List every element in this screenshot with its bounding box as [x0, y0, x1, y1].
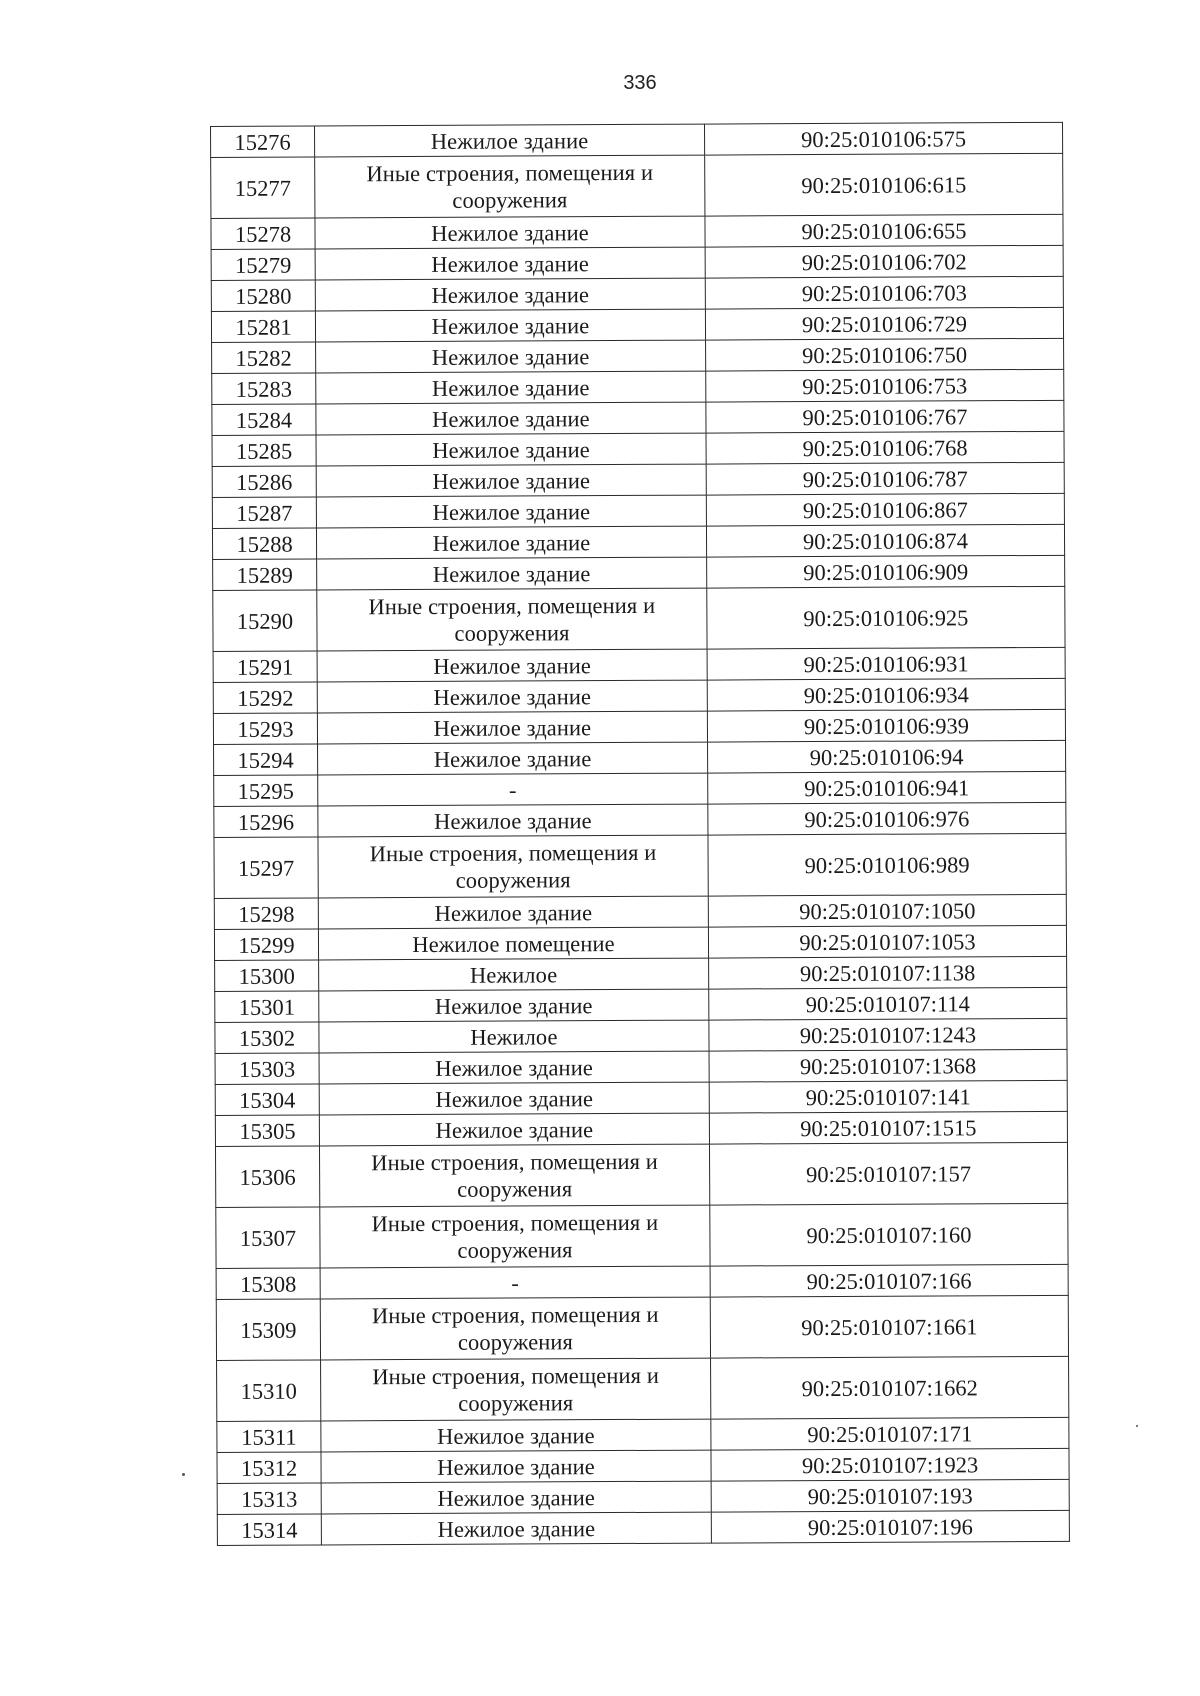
cadastral-number-cell: 90:25:010106:934: [707, 678, 1065, 711]
cadastral-number-cell: 90:25:010107:1515: [709, 1111, 1067, 1144]
object-type-cell: Нежилое здание: [319, 1082, 709, 1115]
cadastral-number-cell: 90:25:010107:114: [709, 987, 1067, 1020]
cadastral-number-cell: 90:25:010106:729: [705, 307, 1063, 340]
table-row: [211, 153, 1063, 218]
object-type-cell: Нежилое здание: [321, 1481, 711, 1514]
table-row: [217, 1356, 1069, 1421]
cadastral-number-cell: 90:25:010106:753: [706, 369, 1064, 402]
object-type-cell: Нежилое здание: [315, 124, 705, 157]
row-number-cell: 15290: [213, 590, 317, 652]
row-number-cell: 15284: [212, 404, 316, 436]
row-number-cell: 15312: [217, 1452, 321, 1484]
object-type-cell: Нежилое здание: [321, 1450, 711, 1483]
row-number-cell: 15293: [213, 713, 317, 745]
row-number-cell: 15305: [215, 1115, 319, 1147]
object-type-cell: Иные строения, помещения и сооружения: [317, 588, 707, 651]
cadastral-number-cell: 90:25:010106:703: [705, 276, 1063, 309]
table-row: [213, 678, 1065, 713]
table-row: [212, 369, 1064, 404]
table-row: [213, 555, 1065, 590]
table-row: [212, 493, 1064, 528]
row-number-cell: 15299: [214, 929, 318, 961]
table-row: [214, 925, 1066, 960]
scan-speck: [182, 1473, 185, 1476]
row-number-cell: 15285: [212, 435, 316, 467]
object-type-cell: Нежилое: [319, 1020, 709, 1053]
object-type-cell: Нежилое здание: [318, 804, 708, 837]
scan-speck: [1136, 1425, 1138, 1427]
cadastral-number-cell: 90:25:010107:1368: [709, 1049, 1067, 1082]
object-type-cell: Нежилое здание: [315, 216, 705, 249]
object-type-cell: Иные строения, помещения и сооружения: [318, 835, 708, 898]
table-row: [211, 276, 1063, 311]
table-row: [217, 1479, 1069, 1514]
object-type-cell: Нежилое здание: [317, 680, 707, 713]
object-type-cell: Нежилое здание: [321, 1419, 711, 1452]
row-number-cell: 15295: [214, 775, 318, 807]
object-type-cell: Иные строения, помещения и сооружения: [320, 1205, 710, 1268]
object-type-cell: Нежилое здание: [316, 340, 706, 373]
object-type-cell: Нежилое здание: [316, 402, 706, 435]
object-type-cell: -: [320, 1266, 710, 1299]
row-number-cell: 15311: [217, 1421, 321, 1453]
cadastral-number-cell: 90:25:010106:939: [707, 709, 1065, 742]
table-row: [215, 1080, 1067, 1115]
table-row: [213, 647, 1065, 682]
row-number-cell: 15303: [215, 1053, 319, 1085]
row-number-cell: 15282: [212, 342, 316, 374]
object-type-cell: Иные строения, помещения и сооружения: [319, 1144, 709, 1207]
row-number-cell: 15306: [215, 1146, 319, 1208]
table-row: [216, 1295, 1068, 1360]
row-number-cell: 15309: [216, 1299, 320, 1361]
row-number-cell: 15279: [211, 249, 315, 281]
table-row: [216, 1264, 1068, 1299]
cadastral-number-cell: 90:25:010107:166: [710, 1264, 1068, 1297]
table-row: [211, 122, 1063, 157]
row-number-cell: 15286: [212, 466, 316, 498]
table-row: [217, 1417, 1069, 1452]
cadastral-number-cell: 90:25:010106:874: [706, 524, 1064, 557]
table-row: [215, 956, 1067, 991]
object-type-cell: Нежилое здание: [315, 309, 705, 342]
cadastral-number-cell: 90:25:010107:1923: [711, 1448, 1069, 1481]
cadastral-number-cell: 90:25:010106:702: [705, 245, 1063, 278]
row-number-cell: 15297: [214, 837, 318, 899]
cadastral-number-cell: 90:25:010106:615: [705, 153, 1063, 216]
cadastral-number-cell: 90:25:010106:931: [707, 647, 1065, 680]
row-number-cell: 15292: [213, 682, 317, 714]
object-type-cell: Нежилое здание: [319, 1113, 709, 1146]
object-type-cell: Нежилое здание: [316, 495, 706, 528]
table-row: [214, 771, 1066, 806]
row-number-cell: 15287: [212, 497, 316, 529]
cadastral-number-cell: 90:25:010106:989: [708, 833, 1066, 896]
object-type-cell: -: [318, 773, 708, 806]
object-type-cell: Нежилое здание: [316, 464, 706, 497]
row-number-cell: 15278: [211, 218, 315, 250]
object-type-cell: Нежилое здание: [321, 1512, 711, 1545]
row-number-cell: 15277: [211, 157, 315, 219]
row-number-cell: 15313: [217, 1483, 321, 1515]
row-number-cell: 15310: [217, 1360, 321, 1422]
table-row: [215, 1018, 1067, 1053]
row-number-cell: 15304: [215, 1084, 319, 1116]
row-number-cell: 15302: [215, 1022, 319, 1054]
table-row: [214, 894, 1066, 929]
row-number-cell: 15283: [212, 373, 316, 405]
row-number-cell: 15301: [215, 991, 319, 1023]
object-type-cell: Нежилое здание: [316, 433, 706, 466]
cadastral-number-cell: 90:25:010106:94: [708, 740, 1066, 773]
cadastral-number-cell: 90:25:010107:1050: [708, 894, 1066, 927]
object-type-cell: Нежилое здание: [315, 247, 705, 280]
cadastral-number-cell: 90:25:010106:787: [706, 462, 1064, 495]
table-row: [214, 833, 1066, 898]
table-row: [217, 1510, 1069, 1545]
cadastral-number-cell: 90:25:010107:1662: [711, 1356, 1069, 1419]
row-number-cell: 15288: [212, 528, 316, 560]
cadastral-number-cell: 90:25:010106:767: [706, 400, 1064, 433]
row-number-cell: 15300: [215, 960, 319, 992]
object-type-cell: Нежилое здание: [316, 371, 706, 404]
table-row: [217, 1448, 1069, 1483]
row-number-cell: 15289: [213, 559, 317, 591]
cadastral-number-cell: 90:25:010107:141: [709, 1080, 1067, 1113]
registry-table: [210, 122, 1070, 1546]
cadastral-number-cell: 90:25:010107:160: [710, 1203, 1068, 1266]
cadastral-number-cell: 90:25:010106:575: [704, 122, 1062, 155]
object-type-cell: Иные строения, помещения и сооружения: [320, 1297, 710, 1360]
table-row: [212, 338, 1064, 373]
cadastral-number-cell: 90:25:010107:193: [711, 1479, 1069, 1512]
object-type-cell: Нежилое здание: [315, 278, 705, 311]
cadastral-number-cell: 90:25:010107:157: [709, 1142, 1067, 1205]
object-type-cell: Иные строения, помещения и сооружения: [315, 155, 705, 218]
row-number-cell: 15298: [214, 898, 318, 930]
table-row: [213, 709, 1065, 744]
object-type-cell: Нежилое здание: [317, 711, 707, 744]
object-type-cell: Нежилое здание: [317, 649, 707, 682]
cadastral-number-cell: 90:25:010106:750: [706, 338, 1064, 371]
cadastral-number-cell: 90:25:010107:1053: [708, 925, 1066, 958]
cadastral-number-cell: 90:25:010107:1243: [709, 1018, 1067, 1051]
table-row: [215, 1142, 1067, 1207]
object-type-cell: Нежилое: [319, 958, 709, 991]
object-type-cell: Нежилое здание: [319, 1051, 709, 1084]
table-row: [215, 1049, 1067, 1084]
object-type-cell: Нежилое здание: [319, 989, 709, 1022]
cadastral-number-cell: 90:25:010106:909: [707, 555, 1065, 588]
table-row: [211, 245, 1063, 280]
row-number-cell: 15281: [211, 311, 315, 343]
cadastral-number-cell: 90:25:010106:768: [706, 431, 1064, 464]
table-row: [215, 1111, 1067, 1146]
table-row: [212, 400, 1064, 435]
cadastral-number-cell: 90:25:010107:196: [711, 1510, 1069, 1543]
table-row: [214, 740, 1066, 775]
cadastral-number-cell: 90:25:010107:171: [711, 1417, 1069, 1450]
table-row: [214, 802, 1066, 837]
object-type-cell: Иные строения, помещения и сооружения: [321, 1358, 711, 1421]
table-row: [212, 431, 1064, 466]
row-number-cell: 15314: [217, 1514, 321, 1546]
cadastral-number-cell: 90:25:010106:925: [707, 586, 1065, 649]
row-number-cell: 15308: [216, 1268, 320, 1300]
row-number-cell: 15291: [213, 651, 317, 683]
page-number: 336: [623, 72, 657, 94]
object-type-cell: Нежилое помещение: [318, 927, 708, 960]
table-row: [215, 987, 1067, 1022]
object-type-cell: Нежилое здание: [318, 742, 708, 775]
row-number-cell: 15280: [211, 280, 315, 312]
cadastral-number-cell: 90:25:010107:1661: [710, 1295, 1068, 1358]
table-row: [211, 307, 1063, 342]
row-number-cell: 15307: [216, 1207, 320, 1269]
table-row: [213, 586, 1065, 651]
cadastral-number-cell: 90:25:010106:867: [706, 493, 1064, 526]
row-number-cell: 15294: [214, 744, 318, 776]
table-body: [211, 122, 1070, 1545]
table-row: [216, 1203, 1068, 1268]
table-row: [212, 524, 1064, 559]
cadastral-number-cell: 90:25:010106:655: [705, 214, 1063, 247]
cadastral-number-cell: 90:25:010106:941: [708, 771, 1066, 804]
object-type-cell: Нежилое здание: [318, 896, 708, 929]
cadastral-number-cell: 90:25:010106:976: [708, 802, 1066, 835]
table-row: [212, 462, 1064, 497]
cadastral-number-cell: 90:25:010107:1138: [709, 956, 1067, 989]
row-number-cell: 15296: [214, 806, 318, 838]
object-type-cell: Нежилое здание: [316, 526, 706, 559]
row-number-cell: 15276: [211, 126, 315, 158]
object-type-cell: Нежилое здание: [317, 557, 707, 590]
table-row: [211, 214, 1063, 249]
